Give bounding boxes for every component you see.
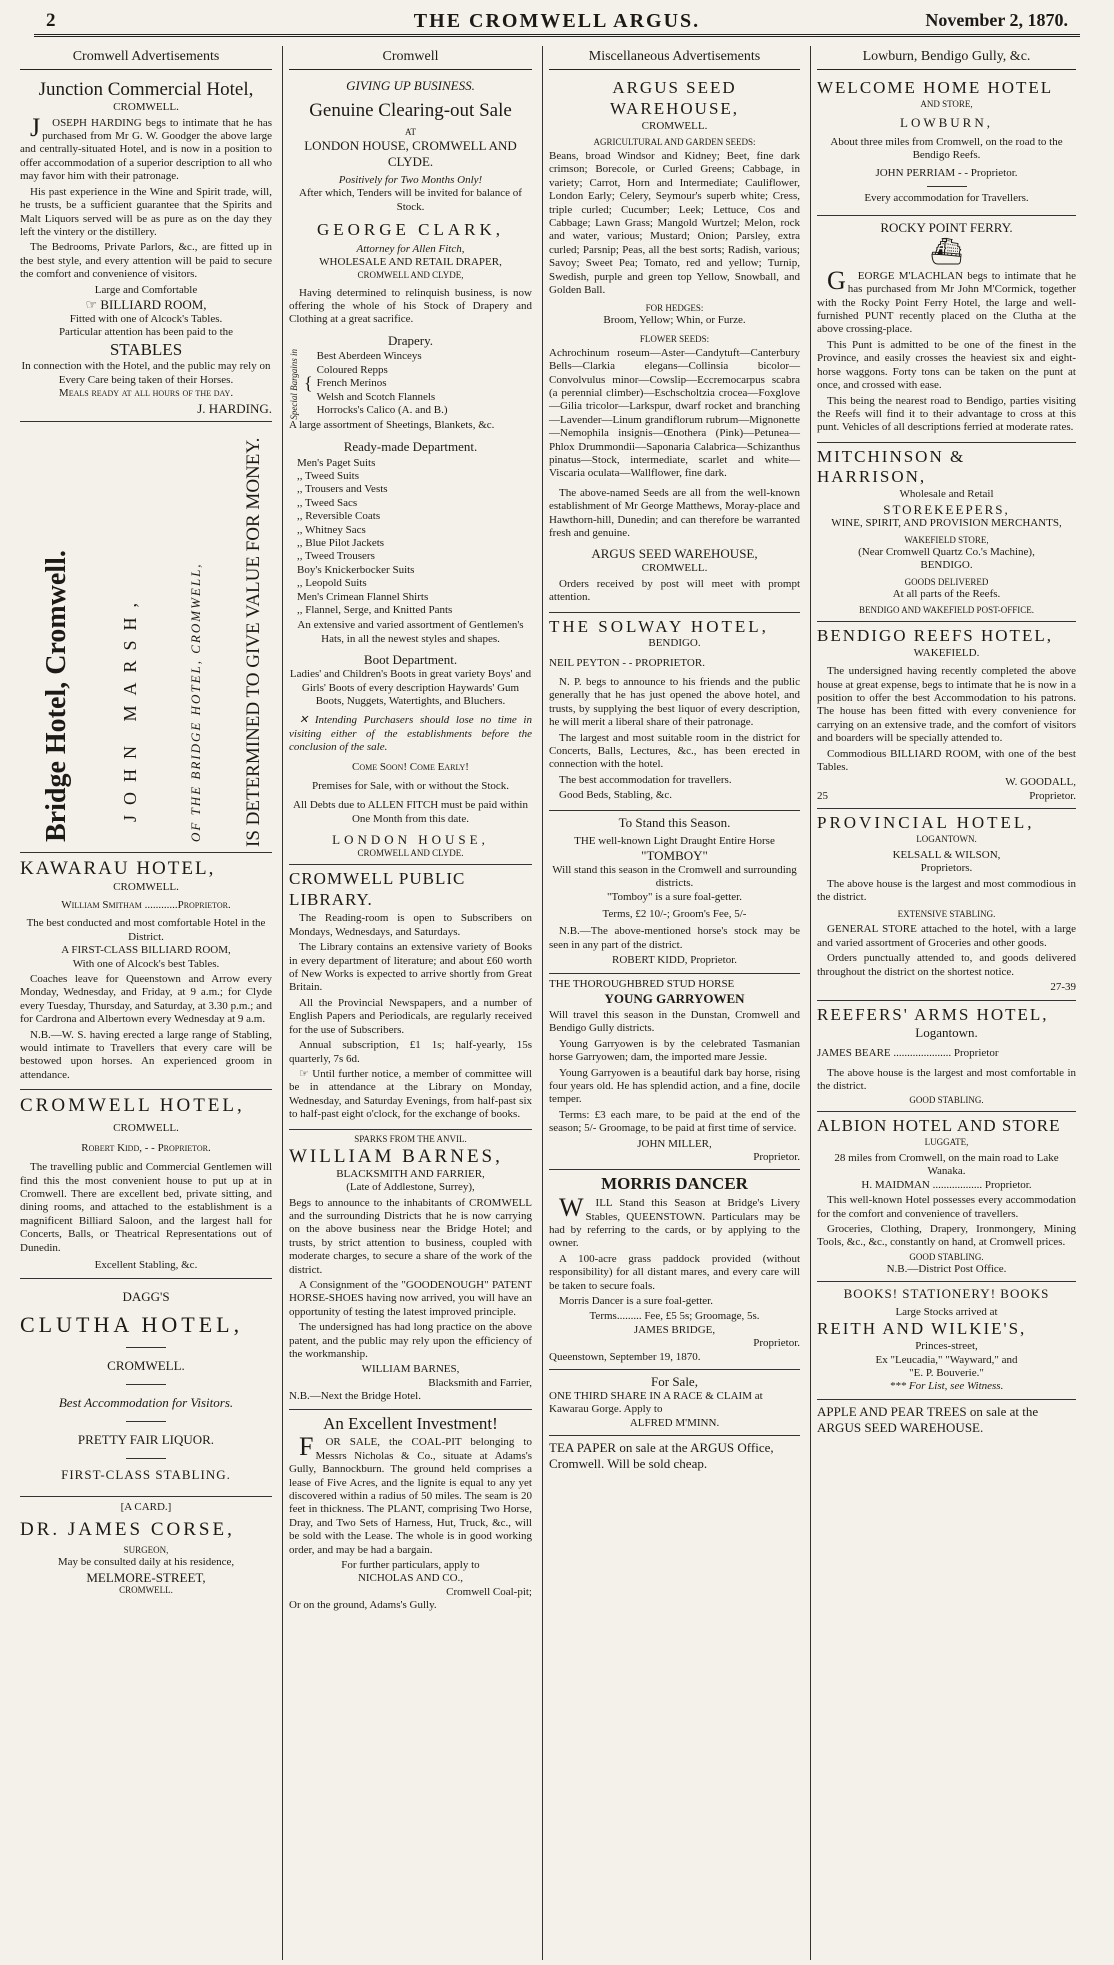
ad-title: CLUTHA HOTEL,: [20, 1312, 244, 1338]
ad-line: AND STORE,: [920, 98, 973, 109]
ad-paragraph: The Reading-room is open to Subscribers on Mondays, Wednesdays, and Saturdays.: [289, 912, 532, 938]
ad-line: Terms, £2 10/-; Groom's Fee, 5/-: [602, 908, 747, 921]
ad-paragraph: The above-named Seeds are all from the well-known establishment of Mr George Matthews, Moray-place and Hawthorn-hill, Dunedin; and can therefore be warranted fresh and genuine.: [549, 486, 800, 540]
ad-title: ALBION HOTEL AND STORE: [817, 1116, 1061, 1136]
ad-paragraph: Commodious BILLIARD ROOM, with one of the best Tables.: [817, 747, 1076, 773]
ad-heading: To Stand this Season.: [618, 814, 731, 830]
ad-paragraph: The Library contains an extensive variety of Books in every department of literature; and about £60 worth of New Works is expected to arrive shortly from Great Britain.: [289, 941, 532, 994]
list-item: ,, Leopold Suits: [297, 577, 367, 590]
vertical-title: Bridge Hotel, Cromwell.: [41, 550, 72, 843]
ad-place: BENDIGO.: [648, 637, 701, 650]
ad-line: Intending Purchasers should lose no time in visiting either of the establishments before the conclusion of the sale.: [289, 714, 532, 754]
ad-number: 25: [817, 789, 828, 802]
ad-line: Meals ready at all hours of the day.: [58, 387, 234, 400]
clutha-hotel-ad: [20, 1279, 272, 1497]
ad-line: *** For List, see Witness.: [889, 1380, 1004, 1393]
ad-title: CROMWELL PUBLIC LIBRARY.: [289, 868, 466, 909]
ad-line: Particular attention has been paid to the: [58, 326, 234, 339]
drapery-list: [317, 350, 448, 417]
list-item: ,, Trousers and Vests: [297, 483, 388, 496]
ad-paragraph: This well-known Hotel possesses every accommodation for the comfort and convenience of travellers.: [817, 1194, 1076, 1220]
ad-paragraph: The above house is the largest and most commodious in the district.: [817, 877, 1076, 904]
ad-line: THE THOROUGHBRED STUD HORSE: [549, 977, 735, 990]
ad-paragraph: Annual subscription, £1 1s; half-yearly, 15s quarterly, 7s 6d.: [289, 1039, 532, 1065]
ad-place: Logantown.: [915, 1025, 978, 1041]
ad-line: REITH AND WILKIE'S,: [817, 1319, 1027, 1339]
ad-line: BLACKSMITH AND FARRIER,: [336, 1167, 485, 1180]
ad-line: LONDON HOUSE,: [332, 832, 489, 848]
ad-line: AT: [405, 127, 416, 138]
section-heading: FOR HEDGES:: [645, 303, 704, 314]
ad-line: TEA PAPER on sale at the ARGUS Office, Cromwell. Will be sold cheap.: [549, 1440, 774, 1471]
list-item: Men's Crimean Flannel Shirts: [297, 590, 429, 603]
ad-line: CROMWELL AND CLYDE,: [357, 269, 464, 280]
ad-line: CROMWELL.: [641, 562, 708, 575]
ad-line: BENDIGO.: [920, 559, 973, 572]
morris-dancer-ad: [549, 1170, 800, 1370]
ad-line: Will stand this season in the Cromwell and surrounding districts.: [552, 863, 797, 890]
ad-title: Genuine Clearing-out Sale: [309, 99, 512, 121]
junction-hotel-ad: [20, 74, 272, 422]
ad-title: "TOMBOY": [641, 847, 708, 863]
drapery-block: [289, 349, 532, 420]
solway-hotel-ad: [549, 613, 800, 811]
ad-title: WILLIAM BARNES,: [289, 1145, 503, 1167]
ad-signature: ROBERT KIDD, Proprietor.: [611, 954, 738, 967]
divider: [126, 1458, 166, 1459]
side-label: Special Bargains in: [289, 348, 299, 420]
column-miscellaneous: [542, 46, 806, 1960]
ad-title: YOUNG GARRYOWEN: [604, 991, 745, 1007]
ad-line: Excellent Stabling, &c.: [94, 1259, 198, 1272]
ad-line: A large assortment of Sheetings, Blankets, &c.: [289, 419, 495, 432]
list-item: ,, Tweed Sacs: [297, 496, 358, 509]
ad-proprietor: KELSALL & WILSON,: [892, 848, 1001, 861]
ad-line: Every Care being taken of their Horses.: [58, 373, 234, 386]
reefers-arms-hotel-ad: [817, 1001, 1076, 1113]
ad-paragraph: Coaches leave for Queenstown and Arrow every Monday, Wednesday, and Friday, at 9 a.m.; for Clyde every Tuesday, Thursday, and Saturday, at 3.30 p.m.; and for Cardrona and Albertown every Wednesday at 9 a.m.: [20, 973, 272, 1026]
bridge-hotel-ad: [20, 422, 272, 853]
ad-line: After which, Tenders will be invited for balance of Stock.: [299, 187, 522, 213]
ad-paragraph: A 100-acre grass paddock provided (without responsibility) for all distant mares, and every care will be taken to secure foals.: [549, 1252, 800, 1292]
cromwell-hotel-ad: [20, 1090, 272, 1278]
ad-proprietor: William Smitham ............Proprietor.: [61, 899, 231, 911]
cross-mark-icon: ✕: [299, 714, 315, 727]
column-heading: Miscellaneous Advertisements: [549, 46, 800, 70]
ad-paragraph: Ladies' and Children's Boots in great variety Boys' and Girls' Boots of every description Haywards' Gum Boots, Nuggets, Watertights, and Bluchers.: [289, 668, 532, 707]
dr-corse-card: [20, 1497, 272, 1602]
ad-signature: JOHN MILLER,: [637, 1137, 712, 1150]
kawarau-hotel-ad: [20, 853, 272, 1090]
list-item: ,, Reversible Coats: [297, 510, 381, 523]
ad-proprietor: Robert Kidd, - - Proprietor.: [81, 1141, 211, 1154]
vertical-slogan: IS DETERMINED TO GIVE VALUE FOR MONEY.: [243, 438, 264, 848]
ad-signature: Proprietor.: [1029, 789, 1076, 802]
intending-note: [289, 714, 532, 754]
ad-paragraph: Having determined to relinquish business, is now offering the whole of his Stock of Drapery and Clothing at a great sacrifice.: [289, 286, 532, 326]
ad-signature: WILLIAM BARNES,: [361, 1363, 460, 1376]
issue-date: November 2, 1870.: [925, 10, 1068, 30]
ad-paragraph: Morris Dancer is a sure foal-getter.: [559, 1294, 713, 1307]
ad-line: WAKEFIELD STORE,: [904, 534, 989, 545]
column-heading: Cromwell Advertisements: [20, 46, 272, 70]
vertical-subtitle: OF THE BRIDGE HOTEL, CROMWELL,: [188, 562, 203, 843]
ad-title: CROMWELL HOTEL,: [20, 1095, 245, 1117]
ad-line: Large Stocks arrived at: [895, 1306, 998, 1319]
ad-line: GEORGE CLARK,: [316, 220, 505, 240]
ad-paragraph: Young Garryowen is a beautiful dark bay horse, rising four years old. He has splendid action, and a fine, docile temper.: [549, 1066, 800, 1106]
ad-title: DR. JAMES CORSE,: [20, 1519, 235, 1541]
ad-paragraph: Good Beds, Stabling, &c.: [559, 789, 673, 802]
ad-line: "E. P. Bouverie.": [909, 1367, 984, 1380]
list-item: ,, Tweed Trousers: [297, 550, 375, 563]
ad-title: BENDIGO REEFS HOTEL,: [817, 625, 1053, 645]
list-item: ,, Blue Pilot Jackets: [297, 536, 385, 549]
ad-paragraph: [289, 1068, 532, 1122]
ad-place: CROMWELL.: [113, 101, 179, 114]
ad-line: Terms......... Fee, £5 5s; Groomage, 5s.: [589, 1310, 760, 1323]
ad-proprietor: JAMES BEARE ..................... Proprietor: [817, 1047, 999, 1060]
ad-line: An extensive and varied assortment of Gentlemen's Hats, in all the newest styles and shapes.: [297, 619, 524, 645]
ad-proprietor: JOHN PERRIAM - - Proprietor.: [875, 167, 1018, 180]
ad-paragraph: The above house is the largest and most comfortable in the district.: [817, 1066, 1076, 1092]
ad-title: Junction Commercial Hotel,: [38, 79, 254, 101]
ad-line: With one of Alcock's best Tables.: [72, 957, 220, 970]
ad-line: (Late of Addlestone, Surrey),: [346, 1181, 475, 1194]
ad-title: MORRIS DANCER: [601, 1174, 748, 1194]
ready-made-list: [297, 457, 532, 618]
billiard-room-line: [20, 297, 272, 313]
brace-icon: {: [303, 372, 313, 393]
ad-line: Queenstown, September 19, 1870.: [549, 1350, 701, 1363]
column-cromwell: [282, 46, 538, 1960]
ad-place: CROMWELL.: [113, 1122, 179, 1135]
list-item: Men's Paget Suits: [297, 456, 376, 469]
ad-line: About three miles from Cromwell, on the road to the Bendigo Reefs.: [830, 135, 1063, 162]
ad-paragraph: Beans, broad Windsor and Kidney; Beet, fine dark crimson; Borecole, or Curled Greens; Cabbage, in variety; Carrot, Horn and Intermediate; Cauliflower, London Early; Celery, Seymour's superb white; Cress, triple curled; Cucumber; Leek; Lettuce, Cos and Cabbage; Lawn Grass; Mangold Wurtzel; Melon, rock and water, various; Mustard; Onion; Parsley, extra curled; Parsnip; Peas, all the best sorts; Radish, various; Savoy; Sweet Pea; Tomato, red and yellow; Turnip, Swedish, purple and green top Yellow, Snowball, and Golden Ball.: [549, 149, 800, 296]
ad-place: CROMWELL.: [113, 880, 179, 893]
pointing-hand-icon: ☞: [85, 296, 98, 312]
column-cromwell-advertisements: [14, 46, 278, 1960]
ad-line: Ex "Leucadia," "Wayward," and: [875, 1353, 1018, 1366]
ad-line: GOOD STABLING.: [909, 1251, 984, 1262]
ad-paragraph: Achrochinum roseum—Aster—Candytuft—Canterbury Bells—Clarkia elegans—Collinsia bicolor—Convolvulus minor—Cowslip—Eccremocarpus scabra (a perennial climber)—Eschscholtzia crocea—Foxglove—Gilia tricolor—Larkspur, dwarf rocket and branching—Lavender—Linum grandiflorum rubrum—Mignonette—Nemophila insignis—Œnothera (Pink)—Petunea—Phlox Drummondii—Saponaria Calabrica—Schizanthus pinatus—Stock, intermediate, scarlet and white—Viscaria oculata—Wallflower, fine dark.: [549, 346, 800, 480]
ad-line: 28 miles from Cromwell, on the main road to Lake Wanaka.: [834, 1152, 1059, 1178]
ad-place: LOWBURN,: [900, 114, 993, 130]
ad-title: PROVINCIAL HOTEL,: [817, 813, 1035, 833]
ad-paragraph: WILL Stand this Season at Bridge's Livery Stables, QUEENSTOWN. Particulars may be had by referring to the cards, or by applying to the owner.: [549, 1193, 800, 1250]
ad-paragraph: The best conducted and most comfortable Hotel in the District.: [26, 917, 266, 943]
ad-paragraph: The undersigned having recently completed the above house at great expense, begs to intimate that he is now in a position to offer the best Accommodation to his patrons. The house has been fitted with every convenience for carrying on an extensive trade, and the comfort of visitors and boarders will be specially attended to.: [817, 665, 1076, 745]
ad-signature: J. HARDING.: [197, 400, 272, 416]
ad-line: NICHOLAS AND CO.,: [357, 1572, 464, 1585]
rocky-point-ferry-ad: [817, 216, 1076, 442]
ad-paragraph: All the Provincial Newspapers, and a number of English Papers and Periodicals, are regularly received for the use of Subscribers.: [289, 996, 532, 1036]
ad-proprietor: NEIL PEYTON - - PROPRIETOR.: [549, 656, 705, 669]
list-item: Boy's Knickerbocker Suits: [297, 563, 415, 576]
ad-line: LONDON HOUSE, CROMWELL AND CLYDE.: [304, 138, 517, 169]
list-item: Horrocks's Calico (A. and B.): [316, 404, 448, 417]
ad-title: REEFERS' ARMS HOTEL,: [817, 1004, 1049, 1024]
ad-title: MITCHINSON & HARRISON,: [817, 446, 966, 487]
column-lowburn-bendigo: [810, 46, 1082, 1960]
list-item: Best Aberdeen Winceys: [316, 350, 422, 363]
section-heading: AGRICULTURAL AND GARDEN SEEDS:: [593, 136, 756, 147]
public-library-ad: [289, 865, 532, 1130]
ad-line: GOOD STABLING.: [909, 1095, 984, 1106]
ad-line: Proprietors.: [920, 862, 973, 875]
ad-paragraph: Will travel this season in the Dunstan, Cromwell and Bendigo Gully districts.: [549, 1008, 800, 1035]
ad-line: Until further notice, a member of committee will be in attendance at the Library on Monday, Wednesday, and Saturday Evenings, from half-past six to half-past eight o'clock, for the exchange of books.: [289, 1067, 532, 1121]
ad-line: Broom, Yellow; Whin, or Furze.: [603, 314, 746, 327]
ad-line: WHOLESALE AND RETAIL DRAPER,: [319, 256, 502, 269]
divider: [126, 1384, 166, 1385]
bendigo-reefs-hotel-ad: [817, 622, 1076, 809]
divider: [927, 186, 967, 187]
ad-line: BENDIGO AND WAKEFIELD POST-OFFICE.: [858, 605, 1034, 616]
ad-signature: Proprietor.: [753, 1151, 800, 1163]
ad-paragraph: The largest and most suitable room in the district for Concerts, Balls, Lectures, &c., has been erected in connection with the hotel.: [549, 731, 800, 771]
ad-paragraph: This Punt is admitted to be one of the finest in the Province, and easily crosses the heaviest six and eight-horse waggons. Forty tons can be taken on the punt at once, and crossed with ease.: [817, 338, 1076, 392]
ad-line: (Near Cromwell Quartz Co.'s Machine),: [858, 545, 1035, 558]
ad-paragraph: N.B.—The above-mentioned horse's stock may be seen in any part of the district.: [549, 925, 800, 951]
albion-hotel-ad: [817, 1112, 1076, 1282]
ad-line: THE well-known Light Draught Entire Horse: [574, 834, 775, 847]
ad-title: BOOKS! STATIONERY! BOOKS: [843, 1286, 1050, 1302]
ad-title: ROCKY POINT FERRY.: [880, 220, 1013, 236]
ad-heading: GIVING UP BUSINESS.: [346, 78, 475, 94]
ad-proprietor: H. MAIDMAN .................. Proprietor.: [861, 1178, 1032, 1191]
ad-line: Come Soon! Come Early!: [352, 760, 469, 773]
provincial-hotel-ad: [817, 809, 1076, 1000]
ad-place: LUGGATE,: [924, 1137, 969, 1148]
ad-title: An Excellent Investment!: [323, 1413, 498, 1433]
mitchinson-harrison-ad: [817, 443, 1076, 622]
ad-line: Best Accommodation for Visitors.: [58, 1395, 234, 1411]
ad-paragraph: Groceries, Clothing, Drapery, Ironmongery, Mining Tools, &c., &c., constantly on hand, at Cromwell prices.: [817, 1223, 1076, 1249]
ad-line: For further particulars, apply to: [341, 1558, 480, 1571]
masthead: [34, 8, 1080, 37]
ad-line: Premises for Sale, with or without the Stock.: [311, 779, 510, 792]
ad-line: Cromwell Coal-pit;: [446, 1585, 532, 1598]
argus-seed-ad: [549, 74, 800, 612]
ad-paragraph: The best accommodation for travellers.: [559, 773, 732, 786]
ad-title: WELCOME HOME HOTEL: [817, 78, 1054, 98]
ad-signature: Proprietor.: [753, 1337, 800, 1350]
ad-line: ARGUS SEED WAREHOUSE,: [591, 546, 758, 562]
ad-line: All Debts due to ALLEN FITCH must be paid within One Month from this date.: [293, 799, 528, 825]
ad-line: Attorney for Allen Fitch,: [356, 242, 465, 255]
divider: [126, 1347, 166, 1348]
ad-title: ARGUS SEED WAREHOUSE,: [609, 78, 740, 118]
list-item: Coloured Repps: [316, 363, 388, 376]
ad-line: Wholesale and Retail: [899, 488, 994, 501]
ad-line: FIRST-CLASS STABLING.: [61, 1466, 231, 1482]
column-heading: Cromwell: [289, 46, 532, 70]
ad-place: CROMWELL.: [641, 119, 708, 132]
ad-line: Fitted with one of Alcock's Tables.: [69, 312, 223, 325]
ad-paragraph: Orders received by post will meet with prompt attention.: [549, 577, 800, 604]
london-house-ad: [289, 74, 532, 865]
for-sale-ad: [549, 1370, 800, 1436]
list-item: ,, Whitney Sacs: [297, 523, 366, 536]
tea-paper-ad: [549, 1436, 800, 1477]
ad-line: May be consulted daily at his residence,: [57, 1556, 235, 1569]
section-heading: Boot Department.: [363, 652, 458, 668]
ad-line: APPLE AND PEAR TREES on sale at the ARGUS SEED WAREHOUSE.: [817, 1403, 1039, 1435]
ad-line: Every accommodation for Travellers.: [864, 191, 1029, 204]
vertical-name: JOHN MARSH,: [120, 593, 140, 823]
ad-number: 27-39: [1050, 981, 1076, 994]
ad-signature: ALFRED M'MINN.: [629, 1416, 720, 1429]
ad-place: CROMWELL.: [107, 1358, 185, 1374]
ad-line: EXTENSIVE STABLING.: [897, 908, 996, 919]
ad-line: "Tomboy" is a sure foal-getter.: [607, 890, 742, 903]
ad-paragraph: The undersigned has had long practice on the above patent, and the public may rely upon the efficiency of the workmanship.: [289, 1321, 532, 1360]
ad-line: Positively for Two Months Only!: [338, 173, 483, 186]
list-item: Welsh and Scotch Flannels: [316, 390, 436, 403]
ad-line: N.B.—Next the Bridge Hotel.: [289, 1390, 421, 1403]
ad-signature: JAMES BRIDGE,: [633, 1323, 716, 1336]
ad-paragraph: JOSEPH HARDING begs to intimate that he has purchased from Mr G. W. Goodger the above large and centrally-situated Hotel, and is now in a position to offer accommodation of a superior description to all who may favor him with their patronage.: [20, 112, 272, 183]
section-heading: Ready-made Department.: [343, 438, 478, 454]
ad-prefix: DAGG'S: [122, 1288, 170, 1304]
ad-heading: SPARKS FROM THE ANVIL.: [354, 1133, 467, 1144]
ad-paragraph: Begs to announce to the inhabitants of CROMWELL and the surrounding Districts that he is now carrying on the above business near the Bridge Hotel; and trusts, by strict attention to business, coupled with moderate charges, to secure a share of the work of the district.: [289, 1196, 532, 1276]
pointing-hand-icon: ☞: [299, 1067, 313, 1080]
ad-place: LOGANTOWN.: [916, 833, 977, 844]
column-heading: Lowburn, Bendigo Gully, &c.: [817, 46, 1076, 70]
ad-paragraph: GENERAL STORE attached to the hotel, with a large and varied assortment of Groceries and other goods.: [817, 923, 1076, 949]
ad-paragraph: N.B.—W. S. having erected a large range of Stabling, would intimate to Travellers that every care will be bestowed upon horses. An experienced groom in attendance.: [20, 1028, 272, 1081]
ad-title: KAWARAU HOTEL,: [20, 858, 216, 880]
punt-ship-icon: ⛴: [929, 237, 963, 267]
ad-line: BILLIARD ROOM,: [100, 296, 207, 312]
newspaper-title: THE CROMWELL ARGUS.: [413, 10, 701, 32]
ad-paragraph: A Consignment of the "GOODENOUGH" PATENT HORSE-SHOES having now arrived, you will have an opportunity of testing the latest improved principle.: [289, 1278, 532, 1318]
ad-paragraph: Young Garryowen is by the celebrated Tasmanian horse Garryowen; dam, the imported mare Jessie.: [549, 1037, 800, 1064]
ad-line: WINE, SPIRIT, AND PROVISION MERCHANTS,: [831, 517, 1062, 530]
william-barnes-ad: [289, 1130, 532, 1410]
list-item: ,, Flannel, Serge, and Knitted Pants: [297, 604, 453, 617]
ad-title: For Sale,: [651, 1374, 698, 1390]
list-item: French Merinos: [316, 377, 387, 390]
ad-title: THE SOLWAY HOTEL,: [549, 616, 769, 636]
books-stationery-ad: [817, 1282, 1076, 1400]
ad-paragraph: FOR SALE, the COAL-PIT belonging to Messrs Nicholas & Co., situate at Adams's Gully, Bannockburn. The ground held comprises a lease of Five Acres, and the lignite is equal to any yet discovered within a radius of 50 miles. The seam is 20 feet in thickness. The PLANT, comprising Two Horse, Dray, and Two Sets of Harness, Hut, Truck, &c., will be sold with the Lease. The whole is in good working order, and may be had a bargain.: [289, 1432, 532, 1556]
ad-line: CROMWELL.: [119, 1585, 173, 1596]
ad-line: Or on the ground, Adams's Gully.: [289, 1599, 437, 1612]
ad-line: STOREKEEPERS,: [883, 501, 1010, 517]
ad-paragraph: His past experience in the Wine and Spirit trade, will, he trusts, be a sufficient guarantee that the Spirits and Malt Liquors served will be as pure as on the day they left the vintery or the distillery.: [20, 185, 272, 238]
ad-line: Large and Comfortable: [94, 283, 198, 296]
investment-ad: [289, 1410, 532, 1618]
ad-paragraph: The travelling public and Commercial Gentlemen will find this the most convenient house to put up at in Cromwell. There are excellent bed, private sitting, and dining rooms, and attached to the establishment is a magnificent Billiard Saloon, and the largest hall for Concerts, Balls, or Theatrical Representations out of Dunedin.: [20, 1161, 272, 1254]
tomboy-ad: [549, 811, 800, 974]
welcome-home-hotel-ad: [817, 74, 1076, 216]
young-garryowen-ad: [549, 974, 800, 1171]
ad-line: CROMWELL AND CLYDE.: [357, 848, 464, 859]
page-number: 2: [46, 10, 56, 31]
list-item: ,, Tweed Suits: [297, 469, 359, 482]
ad-place: WAKEFIELD.: [913, 646, 980, 659]
ad-paragraph: The Bedrooms, Private Parlors, &c., are fitted up in the best style, and every attention will be paid to secure the comfort and convenience of visitors.: [20, 241, 272, 281]
ad-line: ONE THIRD SHARE IN A RACE & CLAIM at Kawarau Gorge. Apply to: [549, 1389, 763, 1416]
ad-paragraph: GEORGE M'LACHLAN begs to intimate that he has purchased from Mr John M'Cormick, together with the Rocky Point Ferry Hotel, the large and well-furnished PUNT recently placed on the Clutha at the above crossing-place.: [817, 265, 1076, 336]
ad-line: GOODS DELIVERED: [904, 576, 989, 587]
section-heading: Drapery.: [388, 332, 433, 348]
divider: [126, 1421, 166, 1422]
ad-line: At all parts of the Reefs.: [892, 587, 1001, 600]
ad-line: In connection with the Hotel, and the public may rely on: [21, 360, 271, 373]
ad-signature: Blacksmith and Farrier,: [428, 1376, 532, 1389]
ad-paragraph: Orders punctually attended to, and goods delivered throughout the district on the shortest notice.: [817, 952, 1076, 978]
ad-line: A FIRST-CLASS BILLIARD ROOM,: [61, 944, 231, 957]
ad-line: STABLES: [109, 339, 183, 359]
ad-paragraph: Terms: £3 each mare, to be paid at the end of the season; 5/- Groomage, to be paid at first time of service.: [549, 1108, 800, 1135]
ad-line: PRETTY FAIR LIQUOR.: [77, 1431, 215, 1447]
section-heading: FLOWER SEEDS:: [639, 333, 710, 344]
ad-paragraph: This being the nearest road to Bendigo, parties visiting the Reefs will find it to their advantage to cross at this punt. Vehicles of all descriptions ferried at moderate rates.: [817, 394, 1076, 434]
ad-line: Princes-street,: [915, 1340, 978, 1353]
signature-row: [817, 790, 1076, 803]
ad-signature: W. GOODALL,: [1005, 776, 1076, 789]
ad-line: N.B.—District Post Office.: [886, 1262, 1007, 1275]
ad-paragraph: N. P. begs to announce to his friends and the public generally that he has just opened the above hotel, and trusts, by supplying the best liquor of every description, he will merit a liberal share of their patronage.: [549, 676, 800, 729]
ad-label: [A CARD.]: [120, 1500, 172, 1513]
apple-pear-trees-ad: [817, 1400, 1076, 1441]
ad-line: SURGEON,: [123, 1545, 169, 1556]
ad-line: MELMORE-STREET,: [86, 1569, 206, 1585]
